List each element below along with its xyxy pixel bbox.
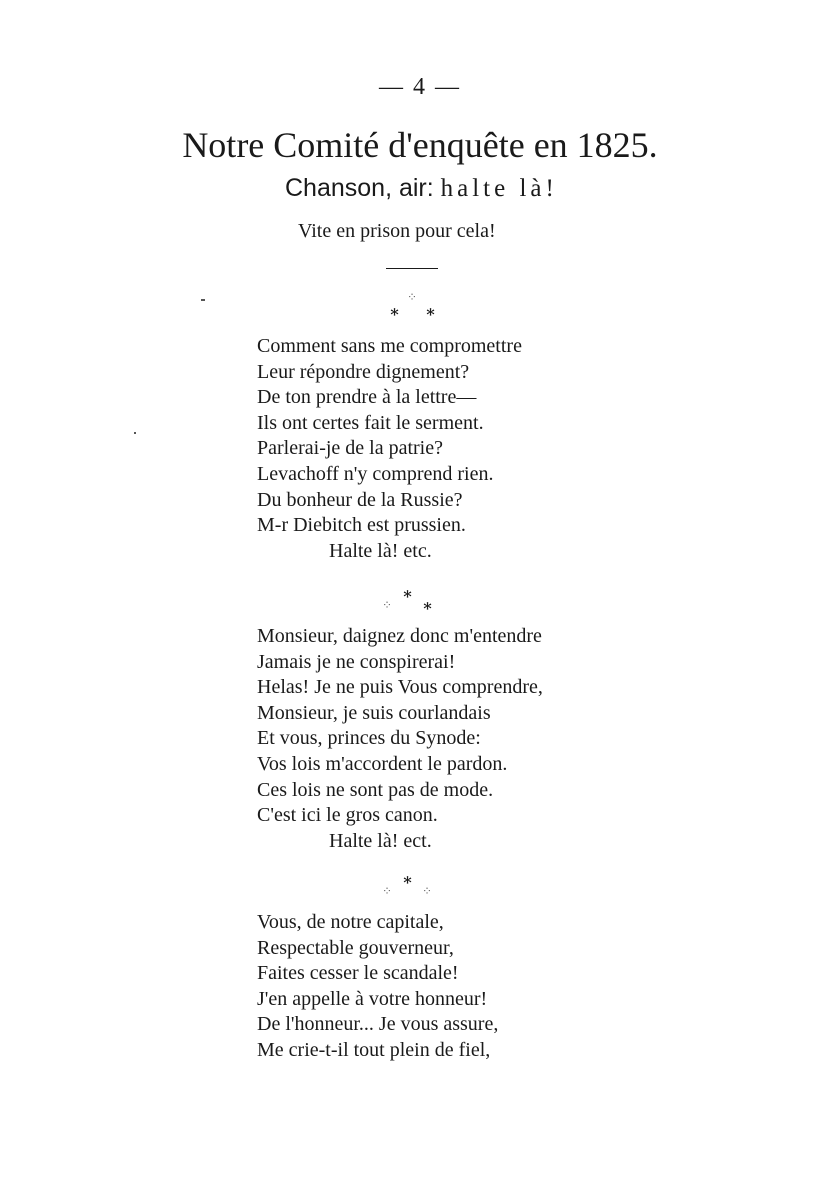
asterism-star: ⁘ (422, 884, 433, 898)
verse-line: Monsieur, je suis courlandais (257, 701, 491, 724)
verse-line: Comment sans me compromettre (257, 335, 522, 357)
verse-line: Du bonheur de la Russie? (257, 488, 463, 511)
subtitle-air: halte là! (440, 175, 558, 202)
poem-title: Notre Comité d'enquête en 1825. (182, 125, 658, 165)
verse-line: Ces lois ne sont pas de mode. (257, 778, 494, 801)
verse-line: De ton prendre à la lettre— (257, 386, 477, 409)
stanza-1 (257, 334, 657, 564)
verse-line: J'en appelle à votre honneur! (257, 987, 488, 1010)
asterism-star: ∗ (422, 598, 434, 615)
asterism-star: ⁘ (382, 598, 393, 612)
refrain-line: Halte là! etc. (329, 539, 432, 562)
subtitle-prefix: Chanson, air: (285, 174, 441, 202)
asterism-star: ∗ (389, 304, 401, 321)
asterism-star: ∗ (402, 586, 414, 603)
verse-line: Me crie-t-il tout plein de fiel, (257, 1038, 491, 1061)
verse-line: C'est ici le gros canon. (257, 804, 438, 827)
asterism-star: ∗ (425, 304, 437, 321)
poem-subtitle (285, 174, 558, 203)
page-number: — 4 — (379, 74, 461, 100)
verse-line: M-r Diebitch est prussien. (257, 514, 466, 537)
stanza-3 (257, 910, 657, 1064)
verse-line: De l'honneur... Je vous assure, (257, 1013, 499, 1036)
stanza-2 (257, 624, 657, 854)
verse-line: Leur répondre dignement? (257, 360, 470, 383)
asterism-star: ∗ (402, 872, 414, 889)
verse-line: Faites cesser le scandale! (257, 962, 459, 985)
poem-epigraph: Vite en prison pour cela! (298, 220, 496, 242)
verse-line: Helas! Je ne puis Vous comprendre, (257, 676, 543, 699)
asterism-star: ⁘ (382, 884, 393, 898)
refrain-line: Halte là! ect. (329, 829, 432, 852)
verse-line: Vous, de notre capitale, (257, 911, 444, 933)
verse-line: Respectable gouverneur, (257, 936, 454, 959)
asterism-3 (378, 870, 438, 904)
print-speck (201, 299, 205, 301)
verse-line: Ils ont certes fait le serment. (257, 411, 484, 434)
verse-line: Jamais je ne conspirerai! (257, 650, 456, 673)
verse-line: Vos lois m'accordent le pardon. (257, 752, 508, 775)
title-rule (386, 268, 438, 269)
print-speck (134, 432, 136, 434)
verse-line: Et vous, princes du Synode: (257, 727, 481, 750)
verse-line: Monsieur, daignez donc m'entendre (257, 625, 542, 647)
asterism-1 (385, 290, 445, 324)
verse-line: Parlerai-je de la patrie? (257, 437, 443, 460)
asterism-2 (378, 584, 438, 618)
asterism-star: ⁘ (407, 290, 418, 304)
verse-line: Levachoff n'y comprend rien. (257, 462, 494, 485)
